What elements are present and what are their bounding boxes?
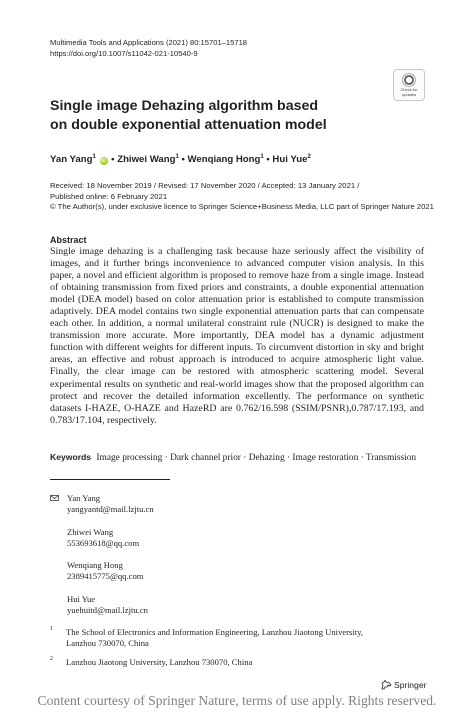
orcid-icon[interactable]: iD [101, 158, 106, 165]
contact-name: Hui Yue [67, 593, 96, 604]
author-separator: • [108, 154, 118, 166]
author-separator: • [263, 154, 273, 166]
copyright-line: © The Author(s), under exclusive licence to Springer Science+Business Media, LLC part of Springer Nature 2021 [50, 202, 434, 211]
abstract-text: Single image dehazing is a challenging task because haze seriously affect the visibility of images, and it further brings inconvenience to advanced computer vision analysis. In this paper, a novel and efficient algorithm is proposed to remove haze from a single image. Instead of obtaining transmission from fixed priors and constraints, a double exponential attenuation model (DEA model) based on color attenuation prior is established to compute transmission adaptively. DEA model contains two single exponential attenuation parts that can compensate each other. In addition, a normal unilateral constraint rule (NUCR) is designed to make the transmission more accurate. More importantly, DEA model has a dynamic adjustment function with different weights for different inputs. To circumvent distortion in sky and bright areas, an effective and robust approach is introduced to acquire atmospheric light value. Finally, the clear image can be restored with atmospheric scattering model. Several experimental results on synthetic and real-world images show that the proposed algorithm can protect and recover the detailed information excellently. The performance on synthetic datasets I-HAZE, O-HAZE and HazeRD are 0.762/16.598 (SSIM/PSNR),0.787/17.193, and 0.783/17.104, respectively. [50, 246, 424, 426]
author-affil-mark: 1 [175, 154, 179, 160]
contact-item [50, 493, 154, 515]
contact-email[interactable]: 2389415775@qq.com [67, 571, 144, 581]
affiliation-line: The School of Electronics and Information Engineering, Lanzhou Jiaotong University, [66, 627, 364, 637]
author-list [50, 151, 311, 166]
check-for-updates-badge[interactable] [393, 69, 425, 101]
doi-link[interactable]: https://doi.org/10.1007/s11042-021-10540-9 [50, 49, 198, 58]
author-affil-mark: 2 [307, 154, 311, 160]
contact-email[interactable]: yangyantd@mail.lzjtu.cn [67, 504, 154, 514]
affiliation-line: Lanzhou Jiaotong University, Lanzhou 730070, China [66, 657, 253, 667]
title-line-2: on double exponential attenuation model [50, 117, 327, 133]
affiliation-item [50, 657, 430, 668]
contact-item [50, 594, 154, 616]
affiliation-line: Lanzhou 730070, China [66, 638, 149, 648]
author-affil-mark: 1 [92, 154, 96, 160]
journal-citation: Multimedia Tools and Applications (2021) 80:15701–15718 [50, 38, 248, 47]
springer-horse-icon [381, 680, 392, 690]
author-name[interactable]: Hui Yue [272, 154, 308, 166]
affiliation-number: 2 [50, 656, 53, 662]
contact-item [50, 560, 154, 582]
contact-email[interactable]: yuehuitd@mail.lzjtu.cn [67, 604, 148, 615]
author-separator: • [178, 154, 188, 166]
author-affil-mark: 1 [260, 154, 264, 160]
contact-item [50, 527, 154, 549]
badge-text-line2: updates [401, 91, 417, 97]
article-title [50, 97, 370, 135]
springer-logo [381, 680, 426, 690]
courtesy-notice: Content courtesy of Springer Nature, terms of use apply. Rights reserved. [37, 693, 437, 708]
author-name[interactable]: Zhiwei Wang [117, 154, 176, 166]
affiliation-number: 1 [50, 626, 53, 632]
keywords-label: Keywords [50, 452, 92, 462]
contact-list [50, 493, 154, 627]
contact-name: Yan Yang [67, 493, 101, 503]
keywords-list: Image processing · Dark channel prior · Dehazing · Image restoration · Transmission [96, 453, 417, 463]
publisher-name: Springer [394, 680, 427, 690]
author-name[interactable]: Wenqiang Hong [187, 154, 261, 166]
dates-line-2: Published online: 6 February 2021 [50, 191, 168, 201]
crossmark-icon [402, 73, 416, 87]
footnote-divider [50, 479, 170, 480]
publication-dates [50, 181, 434, 213]
abstract-heading: Abstract [50, 235, 87, 245]
affiliation-item [50, 627, 430, 649]
keywords-line [50, 451, 430, 464]
dates-line-1: Received: 18 November 2019 / Revised: 17 November 2020 / Accepted: 13 January 2021 / [50, 181, 360, 190]
title-line-1: Single image Dehazing algorithm based [50, 98, 319, 114]
journal-header [50, 37, 247, 59]
contact-email[interactable]: 553693618@qq.com [67, 537, 140, 548]
author-name[interactable]: Yan Yang [50, 154, 93, 166]
contact-name: Zhiwei Wang [67, 526, 114, 537]
envelope-icon [50, 495, 59, 501]
contact-name: Wenqiang Hong [67, 560, 123, 570]
affiliation-list [50, 627, 430, 676]
badge-text-line1: Check for [400, 87, 418, 92]
